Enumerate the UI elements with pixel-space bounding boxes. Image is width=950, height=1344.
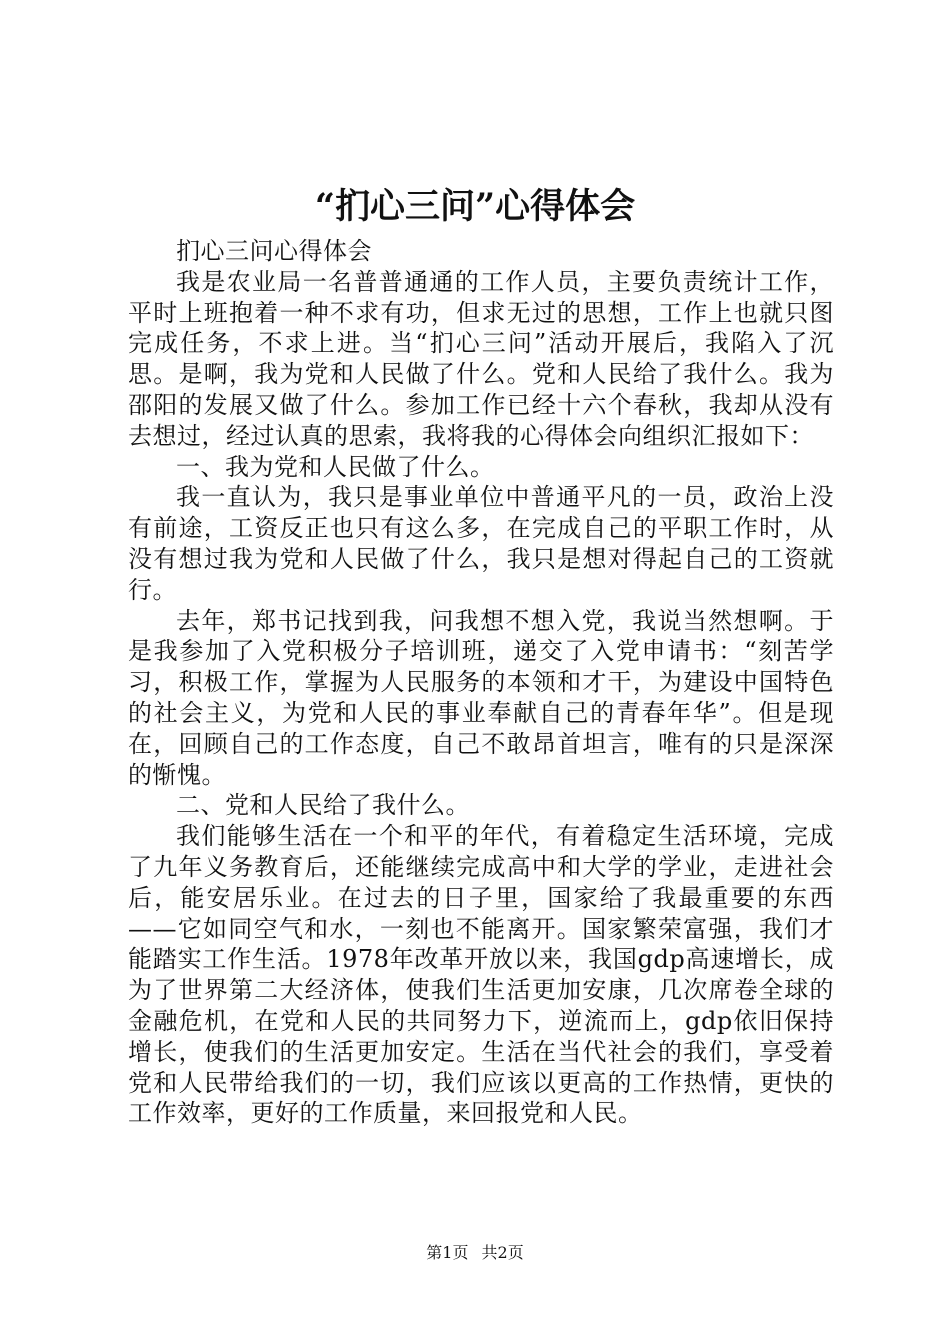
section-heading: 二、党和人民给了我什么。: [176, 791, 470, 820]
page-number: 第1页: [426, 1243, 469, 1262]
document-title: “扪心三问”心得体会: [314, 186, 636, 227]
page-total: 共2页: [481, 1243, 524, 1262]
body-paragraph: 我是农业局一名普普通通的工作人员，主要负责统计工作，平时上班抱着一种不求有功，但求无过的思想，工作上也就只图完成任务，不求上进。当“扪心三问”活动开展后，我陷入了沉思。是啊，我为党和人民做了什么。党和人民给了我什么。我为邵阳的发展又做了什么。参加工作已经十六个春秋，我却从没有去想过，经过认真的思索，我将我的心得体会向组织汇报如下：: [128, 267, 834, 450]
body-paragraph: 我一直认为，我只是事业单位中普通平凡的一员，政治上没有前途，工资反正也只有这么多，在完成自己的平职工作时，从没有想过我为党和人民做了什么，我只是想对得起自己的工资就行。: [128, 483, 834, 604]
section-heading: 一、我为党和人民做了什么。: [176, 452, 495, 481]
subtitle-paragraph: 扪心三问心得体会: [176, 237, 372, 265]
page-footer: [0, 1241, 950, 1265]
body-paragraph: 我们能够生活在一个和平的年代，有着稳定生活环境，完成了九年义务教育后，还能继续完成高中和大学的学业，走进社会后，能安居乐业。在过去的日子里，国家给了我最重要的东西——它如同空气和水，一刻也不能离开。国家繁荣富强，我们才能踏实工作生活。1978年改革开放以来，我国gdp高速增长，成为了世界第二大经济体，使我们生活更加安康，几次席卷全球的金融危机，在党和人民的共同努力下，逆流而上，gdp依旧保持增长，使我们的生活更加安定。生活在当代社会的我们，享受着党和人民带给我们的一切，我们应该以更高的工作热情，更快的工作效率，更好的工作质量，来回报党和人民。: [128, 822, 834, 1128]
document-body: [128, 236, 834, 1129]
body-paragraph: 去年，郑书记找到我，问我想不想入党，我说当然想啊。于是我参加了入党积极分子培训班，递交了入党申请书：“刻苦学习，积极工作，掌握为人民服务的本领和才干，为建设中国特色的社会主义，为党和人民的事业奉献自己的青春年华”。但是现在，回顾自己的工作态度，自己不敢昂首坦言，唯有的只是深深的惭愧。: [128, 606, 834, 789]
